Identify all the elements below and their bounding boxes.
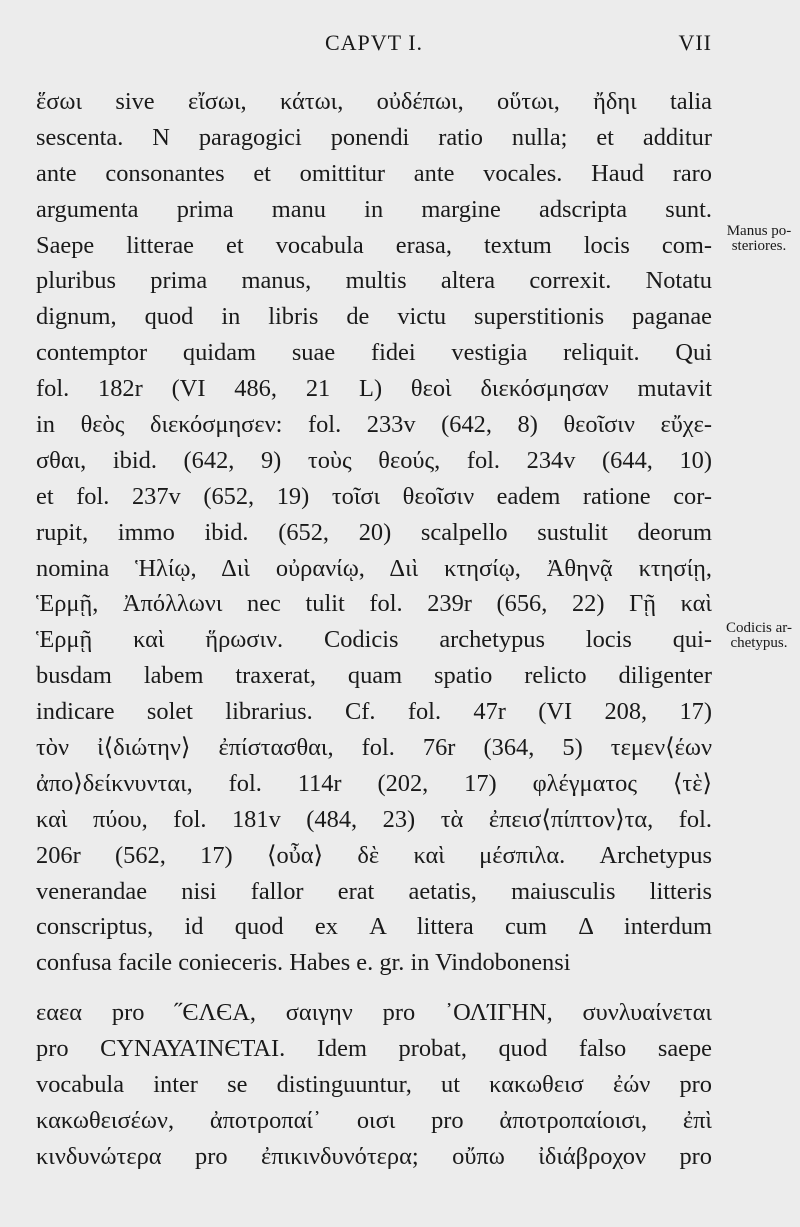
- text-line: conscriptus, id quod ex Α littera cum Δ interdum: [36, 913, 712, 941]
- body-text: [36, 84, 712, 1175]
- text-line: confusa facile conieceris. Habes e. gr. in Vindobonensi: [36, 949, 571, 977]
- chapter-title: CAPVT I.: [324, 30, 424, 55]
- text-line: indicare solet librarius. Cf. fol. 47r (VI 208, 17): [36, 698, 712, 726]
- text-line: σθαι, ibid. (642, 9) τοὺς θεούς, fol. 234v (644, 10): [36, 446, 712, 474]
- text-line: pro CΥΝΑΥΑΊΝЄΤΑΙ. Idem probat, quod falso saepe: [36, 1035, 712, 1063]
- text-line: ante consonantes et omittitur ante vocales. Haud raro: [36, 159, 712, 187]
- margin-note-codicis-archetypus: [722, 621, 796, 651]
- text-line: Ἑρμῇ, Ἀπόλλωνι nec tulit fol. 239r (656, 22) Γῇ καὶ: [36, 590, 712, 618]
- text-line: ἕσωι sive εἴσωι, κάτωι, οὐδέπωι, οὕτωι, ἤδηι talia: [36, 88, 712, 115]
- paragraph-gap: [36, 981, 712, 995]
- text-line: κακωθεισέων, ἀποτροπαί᾽ οισι pro ἀποτροπαίοισι, ἐπὶ: [36, 1106, 712, 1134]
- text-line: Saepe litterae et vocabula erasa, textum locis com-: [36, 231, 712, 259]
- text-line: contemptor quidam suae fidei vestigia reliquit. Qui: [36, 339, 712, 367]
- text-line: rupit, immo ibid. (652, 20) scalpello sustulit deorum: [36, 518, 712, 546]
- margin-note-manus-posteriores: [722, 224, 796, 254]
- text-line: venerandae nisi fallor erat aetatis, maiusculis litteris: [36, 877, 712, 905]
- text-line: nomina Ἡλίῳ, Διὶ οὐρανίῳ, Διὶ κτησίῳ, Ἀθηνᾷ κτησίῃ,: [36, 554, 712, 582]
- page-number: VII: [678, 30, 712, 55]
- text-line: καὶ πύου, fol. 181v (484, 23) τὰ ἐπεισ⟨πίπτον⟩τα, fol.: [36, 805, 712, 833]
- text-line: ἀπο⟩δείκνυνται, fol. 114r (202, 17) φλέγματος ⟨τὲ⟩: [36, 769, 712, 797]
- text-line: pluribus prima manus, multis altera correxit. Notatu: [36, 267, 712, 295]
- text-line: busdam labem traxerat, quam spatio relicto diligenter: [36, 662, 712, 690]
- text-line: κινδυνώτερα pro ἐπικινδυνότερα; οὔπω ἰδιάβροχον pro: [36, 1142, 712, 1170]
- margin-note-line: Manus po-: [726, 223, 792, 239]
- text-line: sescenta. N paragogici ponendi ratio nulla; et additur: [36, 123, 712, 151]
- running-head: [36, 30, 712, 60]
- text-line: εαεα pro ˝ЄΛЄΑ, σαιγην pro ᾽ΟΛΊΓΗΝ, συνλυαίνεται: [36, 999, 712, 1027]
- paragraph: [36, 995, 712, 1174]
- paragraph: [36, 84, 712, 981]
- text-line: Ἑρμῇ καὶ ἥρωσιν. Codicis archetypus locis qui-: [36, 626, 712, 654]
- text-line: argumenta prima manu in margine adscripta sunt.: [36, 195, 712, 223]
- text-line: in θεὸς διεκόσμησεν: fol. 233v (642, 8) θεοῖσιν εὔχε-: [36, 411, 712, 439]
- text-line: vocabula inter se distinguuntur, ut κακωθεισ ἐών pro: [36, 1071, 712, 1099]
- text-line: dignum, quod in libris de victu superstitionis paganae: [36, 303, 712, 331]
- margin-note-line: chetypus.: [730, 635, 788, 651]
- text-line: 206r (562, 17) ⟨οὖα⟩ δὲ καὶ μέσπιλα. Archetypus: [36, 841, 712, 869]
- margin-note-line: Codicis ar-: [726, 620, 792, 636]
- text-line: τὸν ἰ⟨διώτην⟩ ἐπίστασθαι, fol. 76r (364, 5) τεμεν⟨έων: [36, 734, 712, 762]
- text-line: et fol. 237v (652, 19) τοῖσι θεοῖσιν eadem ratione cor-: [36, 482, 712, 510]
- text-line: fol. 182r (VI 486, 21 L) θεοὶ διεκόσμησαν mutavit: [36, 375, 712, 403]
- margin-note-line: steriores.: [731, 238, 787, 254]
